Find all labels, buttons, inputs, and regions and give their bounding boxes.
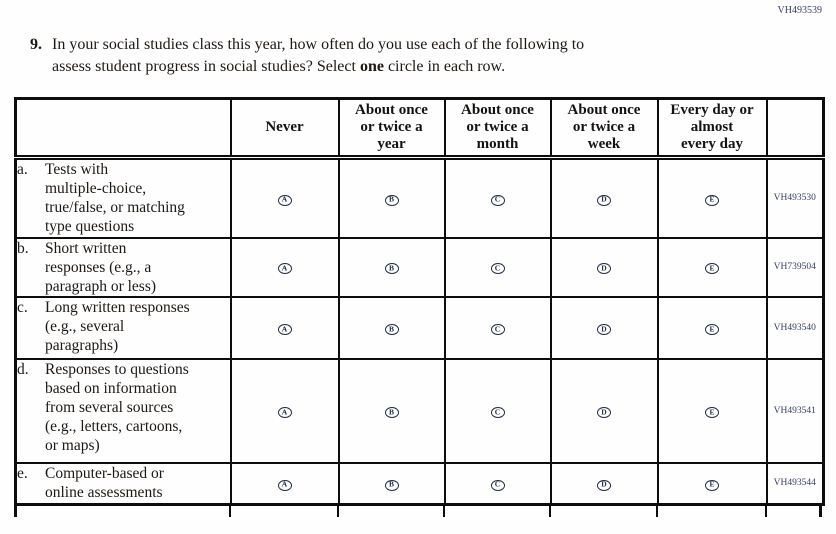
row-d-code: VH493541 [767,359,824,463]
row-c-letter: c. [17,298,28,316]
row-a-cell-month [445,158,551,238]
row-c-text: Long written responses (e.g., several paragraphs) [45,298,190,354]
row-a-cell-everyday [658,158,767,238]
row-e-cell-month [445,463,551,505]
header-once-twice-year: About once or twice a year [339,99,445,158]
row-b-cell-never [231,238,339,297]
option-circle-e[interactable]: E [705,195,719,206]
row-d-cell-everyday [658,359,767,463]
row-d-letter: d. [17,360,29,378]
question-word-one: one [359,58,384,75]
row-d-cell-year [339,359,445,463]
row-e-cell-week [551,463,658,505]
question-text [52,34,742,78]
option-circle-d[interactable]: D [597,195,611,206]
option-circle-c[interactable]: C [491,195,505,206]
row-c-cell-never [231,297,339,359]
header-code-blank [767,99,824,158]
question-line1: In your social studies class this year, how often do you use each of the following to [52,36,585,53]
option-circle-d[interactable]: D [597,324,611,335]
question-number: 9. [30,36,42,53]
row-a-cell-never [231,158,339,238]
option-circle-b[interactable]: B [385,263,399,274]
question-block [30,34,742,78]
option-circle-e[interactable]: E [705,407,719,418]
question-line2-post: circle in each row. [383,58,506,75]
option-circle-e[interactable]: E [705,263,719,274]
row-c-cell-month [445,297,551,359]
header-once-twice-week: About once or twice a week [551,99,658,158]
row-e-label [16,463,231,505]
option-circle-d[interactable]: D [597,480,611,491]
row-a-cell-week [551,158,658,238]
row-a-text: Tests with multiple-choice, true/false, or matching type questions [45,161,185,235]
row-a-code: VH493530 [767,158,824,238]
row-e-cell-everyday [658,463,767,505]
row-e-code: VH493544 [767,463,824,505]
row-b-cell-month [445,238,551,297]
option-circle-c[interactable]: C [491,263,505,274]
header-never: Never [231,99,339,158]
option-circle-c[interactable]: C [491,407,505,418]
row-e-text: Computer-based or online assessments [45,464,164,501]
header-row [16,99,824,158]
row-d-label [16,359,231,463]
row-c-cell-week [551,297,658,359]
row-d-cell-week [551,359,658,463]
header-blank [16,99,231,158]
row-a-letter: a. [17,161,28,178]
option-circle-d[interactable]: D [597,407,611,418]
row-d-cell-month [445,359,551,463]
option-circle-a[interactable]: A [278,324,292,335]
table-row-b [16,238,824,297]
table-row-a [16,158,824,238]
row-a-cell-year [339,158,445,238]
option-circle-b[interactable]: B [385,407,399,418]
option-circle-b[interactable]: B [385,480,399,491]
table-row-e [16,463,824,505]
option-circle-b[interactable]: B [385,195,399,206]
row-c-cell-everyday [658,297,767,359]
option-circle-a[interactable]: A [278,263,292,274]
row-b-cell-everyday [658,238,767,297]
table-row-d [16,359,824,463]
header-once-twice-month: About once or twice a month [445,99,551,158]
row-d-cell-never [231,359,339,463]
table-row-c [16,297,824,359]
row-b-text: Short written responses (e.g., a paragraph or less) [45,239,157,295]
option-circle-e[interactable]: E [705,480,719,491]
row-b-cell-year [339,238,445,297]
option-circle-a[interactable]: A [278,480,292,491]
question-line2-pre: assess student progress in social studies? Select [52,58,360,75]
option-circle-b[interactable]: B [385,324,399,335]
row-b-letter: b. [17,239,29,257]
row-c-label [16,297,231,359]
option-circle-a[interactable]: A [278,407,292,418]
option-circle-d[interactable]: D [597,263,611,274]
row-b-code: VH739504 [767,238,824,297]
row-e-letter: e. [17,464,28,482]
row-e-cell-year [339,463,445,505]
question-table-wrap [14,97,822,518]
row-b-label [16,238,231,297]
header-every-day: Every day or almost every day [658,99,767,158]
option-circle-c[interactable]: C [491,480,505,491]
option-circle-c[interactable]: C [491,324,505,335]
row-a-label [16,158,231,238]
question-table [14,97,825,506]
row-d-text: Responses to questions based on information from several sources (e.g., letters, cartoons, or maps) [45,360,189,454]
form-code-top-right: VH493539 [777,5,822,16]
option-circle-a[interactable]: A [278,195,292,206]
row-e-cell-never [231,463,339,505]
option-circle-e[interactable]: E [705,324,719,335]
table-continuation-stub [14,506,822,518]
row-c-cell-year [339,297,445,359]
row-b-cell-week [551,238,658,297]
row-c-code: VH493540 [767,297,824,359]
